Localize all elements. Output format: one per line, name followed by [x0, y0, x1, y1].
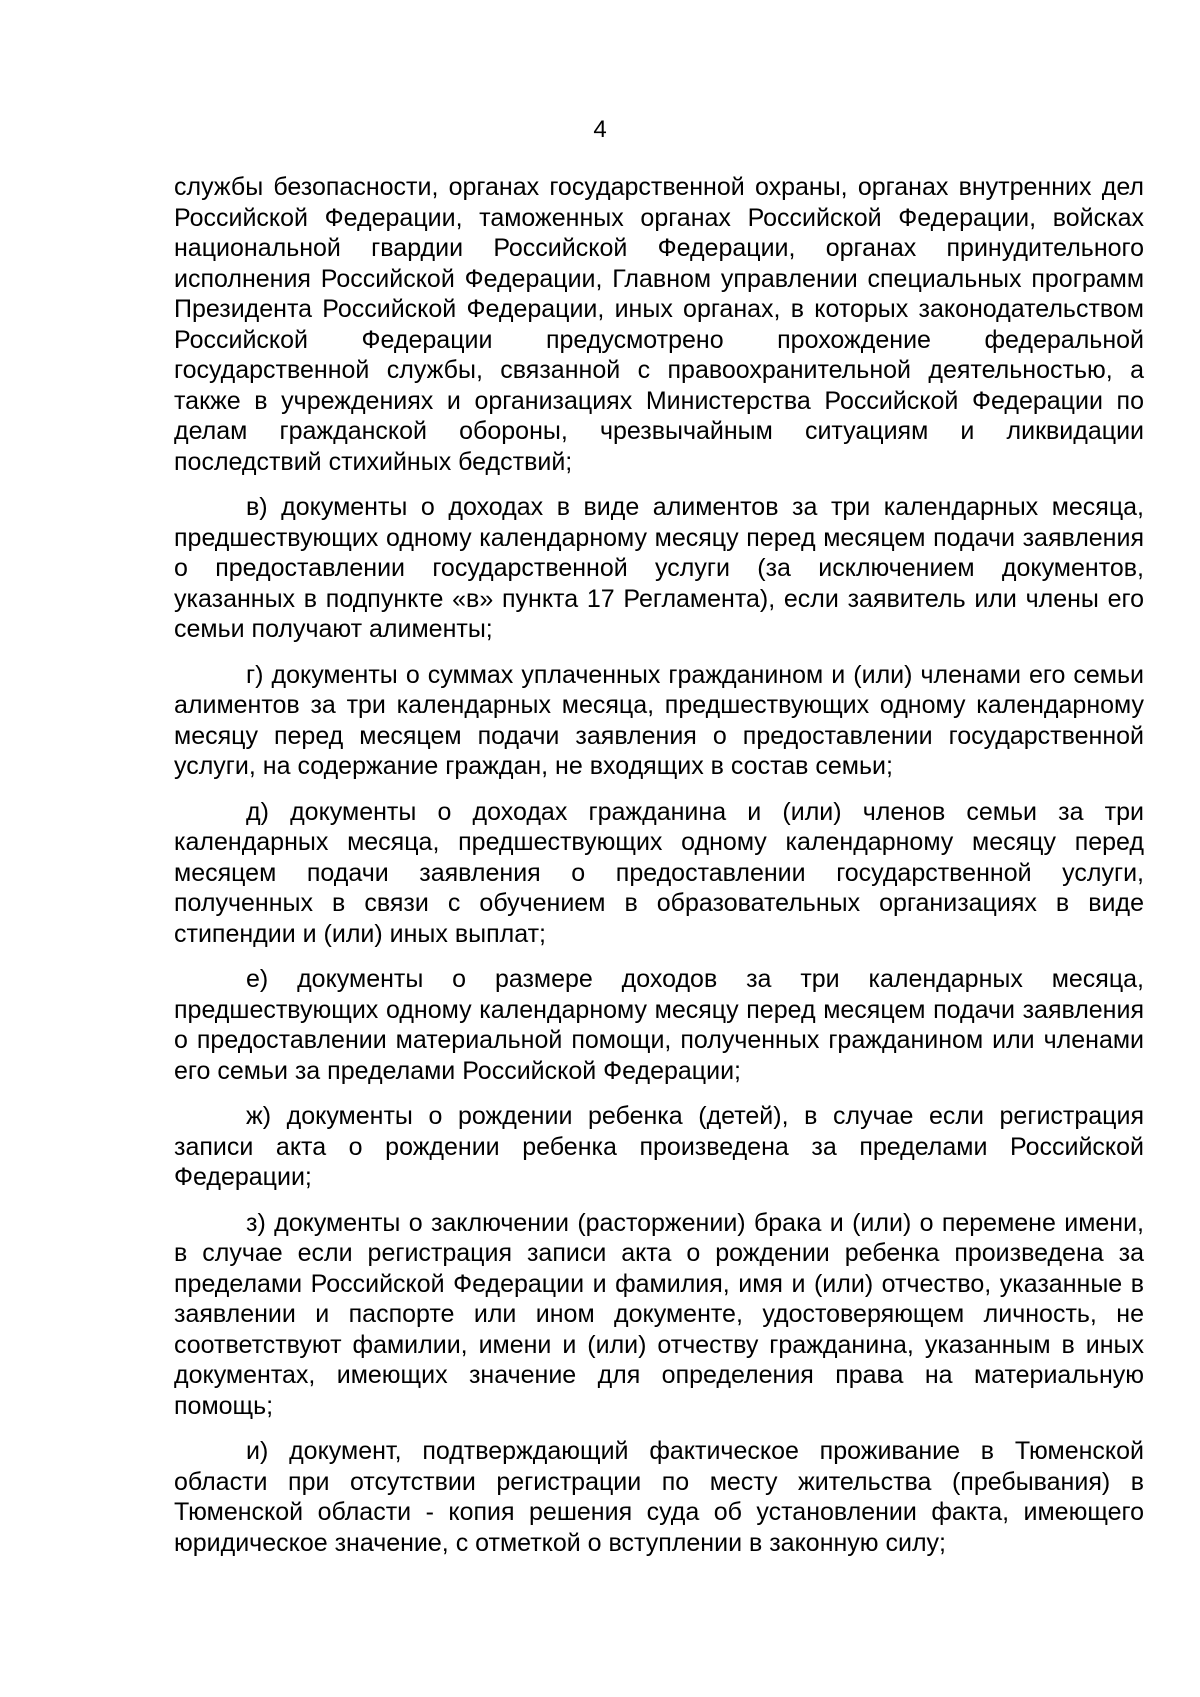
- paragraph-item-zh: ж) документы о рождении ребенка (детей), в случае если регистрация записи акта о рождении ребенка произведена за пределами Российской Федерации;: [174, 1102, 1144, 1191]
- paragraph-item-i: и) документ, подтверждающий фактическое проживание в Тюменской области при отсутствии регистрации по месту жительства (пребывания) в Тюменской области - копия решения суда об установлении факта, имеющего юридическое значение, с отметкой о вступлении в законную силу;: [174, 1437, 1144, 1557]
- paragraph-item-v: в) документы о доходах в виде алиментов за три календарных месяца, предшествующих одному календарному месяцу перед месяцем подачи заявления о предоставлении государственной услуги (за исключением документов, указанных в подпункте «в» пункта 17 Регламента), если заявитель или члены его семьи получают алименты;: [174, 493, 1144, 643]
- paragraph-item-e: е) документы о размере доходов за три календарных месяца, предшествующих одному календарному месяцу перед месяцем подачи заявления о предоставлении материальной помощи, полученных гражданином или членами его семьи за пределами Российской Федерации;: [174, 965, 1144, 1085]
- paragraph-item-d: д) документы о доходах гражданина и (или) членов семьи за три календарных месяца, предшествующих одному календарному месяцу перед месяцем подачи заявления о предоставлении государственной услуги, полученных в связи с обучением в образовательных организациях в виде стипендии и (или) иных выплат;: [174, 797, 1144, 948]
- document-body: [174, 172, 1144, 1573]
- paragraph-item-z: з) документы о заключении (расторжении) брака и (или) о перемене имени, в случае если регистрация записи акта о рождении ребенка произведена за пределами Российской Федерации и фамилия, имя и (или) отчество, указанные в заявлении и паспорте или ином документе, удостоверяющем личность, не соответствуют фамилии, имени и (или) отчеству гражданина, указанным в иных документах, имеющих значение для определения права на материальную помощь;: [174, 1208, 1144, 1420]
- page-number: 4: [593, 116, 607, 143]
- paragraph-item-g: г) документы о суммах уплаченных гражданином и (или) членами его семьи алиментов за три календарных месяца, предшествующих одному календарному месяцу перед месяцем подачи заявления о предоставлении государственной услуги, на содержание граждан, не входящих в состав семьи;: [174, 660, 1144, 780]
- paragraph-continuation: службы безопасности, органах государственной охраны, органах внутренних дел Российской Федерации, таможенных органах Российской Федерации, войсках национальной гвардии Российской Федерации, органах принудительного исполнения Российской Федерации, Главном управлении специальных программ Президента Российской Федерации, иных органах, в которых законодательством Российской Федерации предусмотрено прохождение федеральной государственной службы, связанной с правоохранительной деятельностью, а также в учреждениях и организациях Министерства Российской Федерации по делам гражданской обороны, чрезвычайным ситуациям и ликвидации последствий стихийных бедствий;: [174, 173, 1144, 476]
